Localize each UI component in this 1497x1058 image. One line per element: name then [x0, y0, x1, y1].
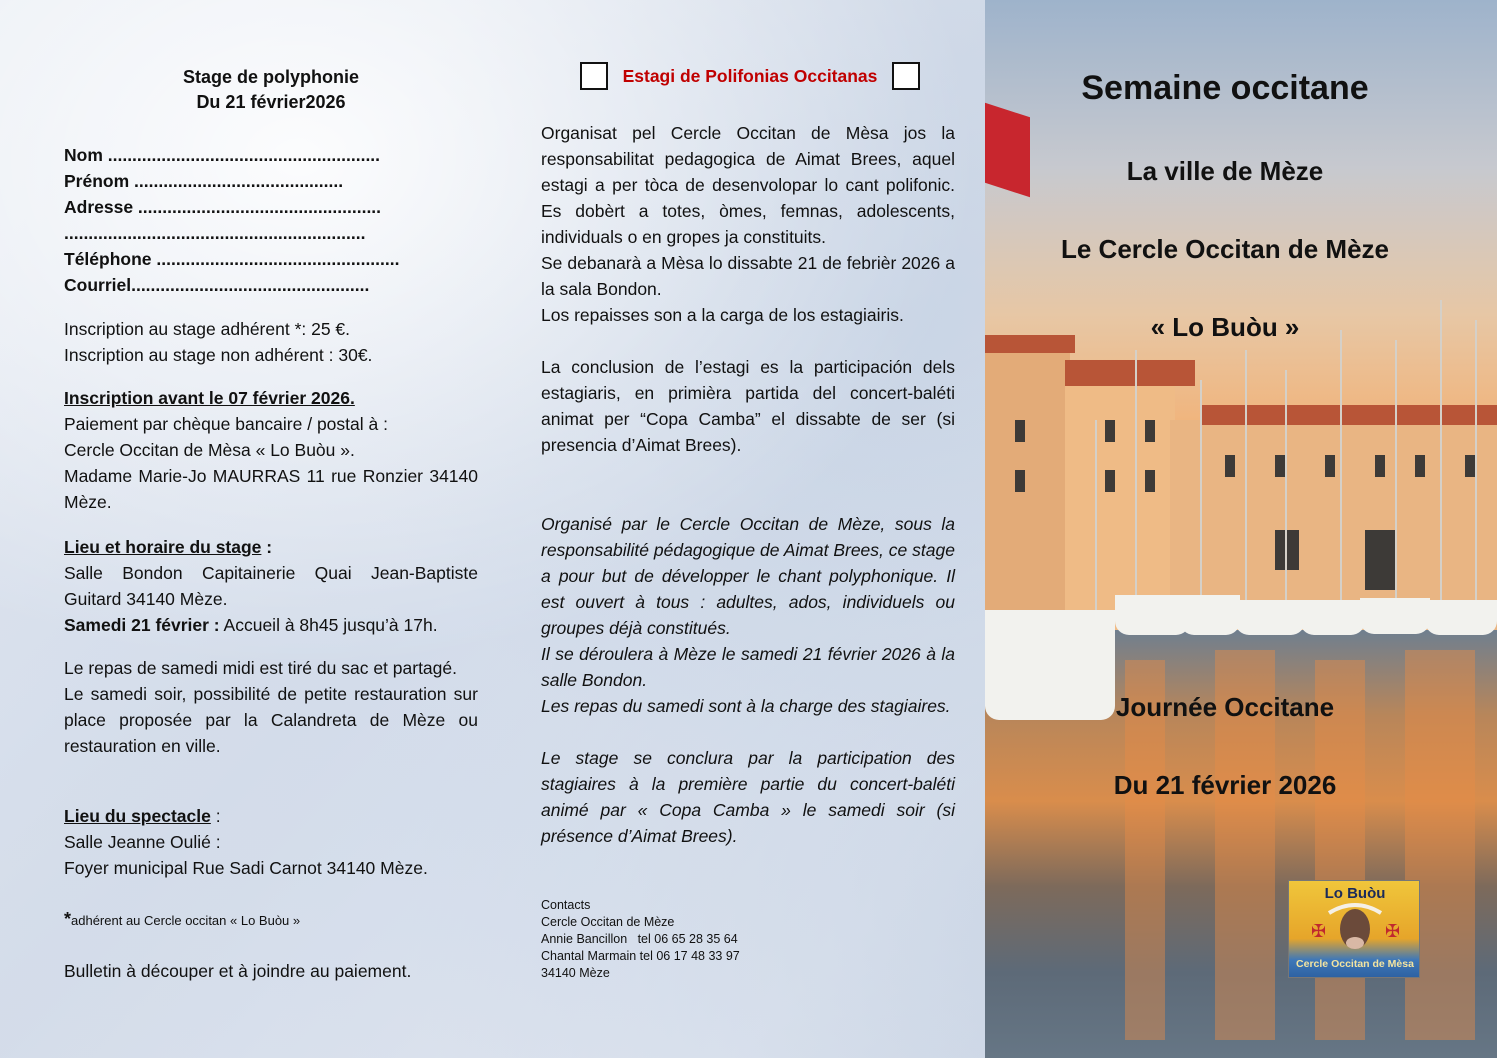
middle-title-row: [580, 62, 920, 90]
footnote-star: *: [64, 909, 72, 929]
lo-buou-logo: [1288, 880, 1420, 978]
field-telephone[interactable]: Téléphone ..................................................: [64, 249, 400, 269]
svg-text:✠: ✠: [1385, 921, 1401, 942]
fr-paragraph-3: Les repas du samedi sont à la charge des stagiaires.: [541, 696, 951, 716]
bulletin-note: [64, 958, 478, 984]
price-non-adherent: Inscription au stage non adhérent : 30€.: [64, 345, 373, 365]
spectacle-line-2: Foyer municipal Rue Sadi Carnot 34140 Mèze.: [64, 858, 428, 878]
lieu-colon: :: [261, 537, 273, 557]
oc-paragraph-4: La conclusion de l’estagi es la participación dels estagiaris, en primièra partida del concert-baléti animat per “Copa Camba” el dissabte de ser (si presencia d’Aimat Brees).: [541, 357, 955, 455]
bulletin-text: Bulletin à découper et à joindre au paiement.: [64, 961, 412, 981]
lieu-block: [64, 534, 478, 638]
cover-date: Du 21 février 2026: [1113, 770, 1337, 800]
svg-text:✠: ✠: [1311, 921, 1327, 942]
lieu-text: Salle Bondon Capitainerie Quai Jean-Baptiste Guitard 34140 Mèze.: [64, 563, 478, 609]
checkbox-left[interactable]: [580, 62, 608, 90]
spectacle-block: [64, 803, 478, 881]
deadline: Inscription avant le 07 février 2026.: [64, 388, 355, 408]
bull-icon: [1289, 899, 1421, 959]
spectacle-colon: :: [210, 806, 221, 826]
field-adresse[interactable]: Adresse ..................................................: [64, 197, 382, 217]
contacts-title: Contacts: [541, 898, 591, 912]
price-adherent: Inscription au stage adhérent *: 25 €.: [64, 319, 351, 339]
fr-paragraph-1: Organisé par le Cercle Occitan de Mèze, sous la responsabilité pédagogique de Aimat Brees, ce stage a pour but de développer le chant polyphonique. Il est ouvert à tous : adultes, ados, individuels ou groupes déjà constitués.: [541, 514, 955, 638]
left-panel: [0, 0, 540, 1058]
cover-ville: La ville de Mèze: [1126, 156, 1324, 186]
cover-panel: [985, 0, 1497, 1058]
header-line-2: Du 21 février2026: [196, 92, 346, 112]
footnote-text: adhérent au Cercle occitan « Lo Buòu »: [71, 913, 301, 928]
contact-line-2: Annie Bancillon tel 06 65 28 35 64: [541, 932, 738, 946]
middle-title: Estagi de Polifonias Occitanas: [622, 65, 878, 86]
spectacle-title: Lieu du spectacle: [64, 806, 211, 826]
contacts-block: [541, 897, 955, 982]
oc-paragraph-1: Organisat pel Cercle Occitan de Mèsa jos la responsabilitat pedagogica de Aimat Brees, aquel estagi a per tòca de desenvolopar lo cant polifonic. Es dobèrt a totes, òmes, femnas, adolescents, individuals o en gropes ja constituits.: [541, 123, 955, 247]
occitan-text: [541, 120, 955, 458]
field-adresse-line-2[interactable]: ..............................................................: [64, 223, 366, 243]
repas-line-2: Le samedi soir, possibilité de petite restauration sur place proposée par la Calandreta de Mèze ou restauration en ville.: [64, 684, 478, 756]
fr-paragraph-2: Il se déroulera à Mèze le samedi 21 février 2026 à la salle Bondon.: [541, 644, 955, 690]
cover-cercle: Le Cercle Occitan de Mèze: [1060, 234, 1390, 264]
field-courriel[interactable]: Courriel.................................................: [64, 275, 370, 295]
lieu-title: Lieu et horaire du stage: [64, 537, 262, 557]
oc-paragraph-2: Se debanarà a Mèsa lo dissabte 21 de febrièr 2026 a la sala Bondon.: [541, 253, 955, 299]
contact-line-3: Chantal Marmain tel 06 17 48 33 97: [541, 949, 740, 963]
oc-paragraph-3: Los repaisses son a la carga de los estagiairis.: [541, 305, 904, 325]
spectacle-line-1: Salle Jeanne Oulié :: [64, 832, 221, 852]
footnote: [64, 906, 478, 932]
cover-title: Semaine occitane: [1081, 69, 1369, 107]
logo-top-text: Lo Buòu: [1324, 885, 1386, 902]
header-line-1: Stage de polyphonie: [182, 67, 360, 87]
registration-header: [64, 65, 478, 115]
prices: [64, 316, 478, 368]
samedi-label: Samedi 21 février :: [64, 615, 220, 635]
payment-line-1: Paiement par chèque bancaire / postal à :: [64, 414, 388, 434]
logo-bottom-text: Cercle Occitan de Mèsa: [1296, 958, 1414, 970]
samedi-text: Accueil à 8h45 jusqu’à 17h.: [219, 615, 438, 635]
repas-block: [64, 655, 478, 759]
cover-lobuou: « Lo Buòu »: [1150, 312, 1300, 342]
middle-panel: [540, 0, 985, 1058]
contact-line-4: 34140 Mèze: [541, 966, 610, 980]
payment-block: [64, 385, 478, 515]
french-text: [541, 511, 955, 849]
contact-line-1: Cercle Occitan de Mèze: [541, 915, 675, 929]
field-prenom[interactable]: Prénom ...........................................: [64, 171, 344, 191]
repas-line-1: Le repas de samedi midi est tiré du sac et partagé.: [64, 658, 457, 678]
payment-line-3: Madame Marie-Jo MAURRAS 11 rue Ronzier 34140 Mèze.: [64, 466, 478, 512]
fr-paragraph-4: Le stage se conclura par la participation des stagiaires à la première partie du concert-baléti animé par « Copa Camba » le samedi soir (si présence d’Aimat Brees).: [541, 748, 955, 846]
cover-journee: Journée Occitane: [1115, 692, 1335, 722]
field-nom[interactable]: Nom ........................................................: [64, 145, 381, 165]
checkbox-right[interactable]: [892, 62, 920, 90]
payment-line-2: Cercle Occitan de Mèsa « Lo Buòu ».: [64, 440, 355, 460]
registration-form: [64, 142, 478, 298]
